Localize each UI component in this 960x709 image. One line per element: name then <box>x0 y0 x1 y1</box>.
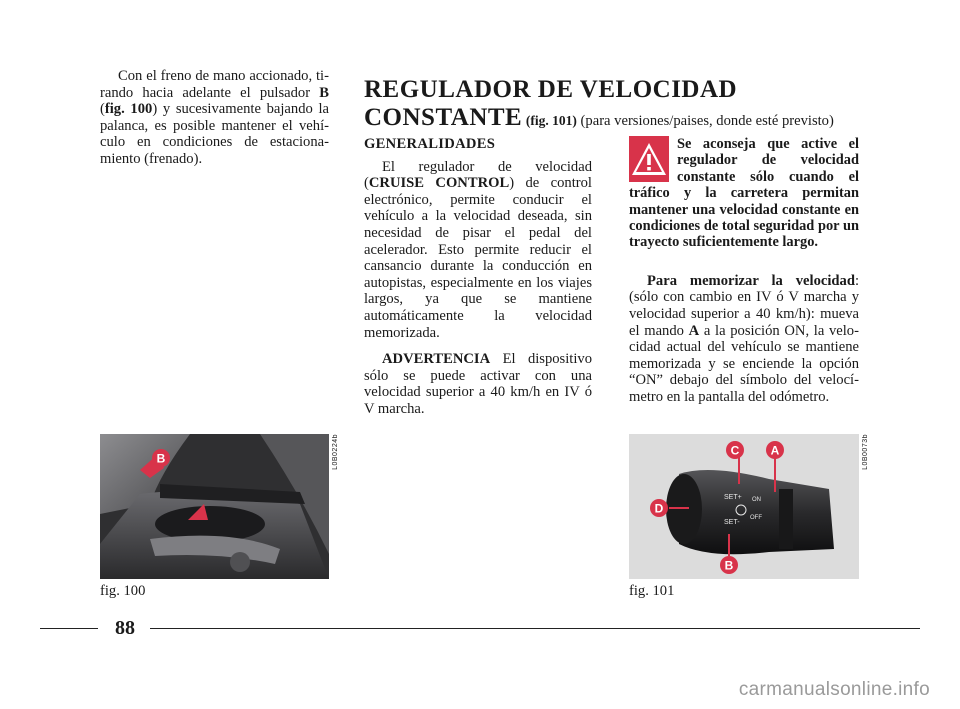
text-span: El regulador de velocidad ( <box>364 158 592 192</box>
figure-101-code: L0B0073b <box>862 434 869 470</box>
footer-rule-left <box>40 628 98 629</box>
general-info-column <box>364 136 592 418</box>
text-span: : (sólo con cambio en IV ó V marcha y velocidad superior a 40 km/h): mueva el mando <box>629 272 859 339</box>
cruise-description <box>364 159 592 342</box>
text-span: ( <box>100 101 105 118</box>
parking-brake-text <box>100 68 329 168</box>
usage-column <box>629 136 859 406</box>
advertencia-label: ADVERTENCIA <box>382 351 491 368</box>
stalk-set-plus: SET+ <box>724 494 742 501</box>
stalk-on: ON <box>752 497 761 503</box>
parking-brake-paragraph <box>100 68 329 168</box>
title-subtitle <box>522 113 834 129</box>
section-heading: GENERALIDADES <box>364 136 496 152</box>
stalk-off: OFF <box>750 515 762 521</box>
footer-rule-right <box>150 628 920 629</box>
text-span: ) de control electrónico, permite conducir el vehículo a la velocidad deseada, sin necesidad de pisar el pedal del acelerador. Esto permite reducir el cansancio durante la conducción en autopistas, especialmente en los viajes largos, ya que se mantiene automáticamente la velocidad memorizada. <box>364 175 592 341</box>
warning-triangle-icon <box>629 136 669 182</box>
title-line-2: CONSTANTE <box>364 104 523 131</box>
button-ref: B <box>319 84 329 101</box>
callout-a-label: A <box>770 443 780 458</box>
title-note: (para versiones/paises, donde esté previsto) <box>576 113 834 129</box>
safety-warning <box>629 136 859 251</box>
memorize-speed-paragraph <box>629 273 859 406</box>
cruise-control-term: CRUISE CONTROL <box>368 175 510 192</box>
figure-101-cruise-stalk <box>629 434 859 579</box>
figure-100-code: L0B0224b <box>332 434 339 470</box>
figure-101-caption: fig. 101 <box>629 583 675 599</box>
callout-d-label: D <box>654 501 664 516</box>
advertencia-paragraph <box>364 351 592 417</box>
memorize-speed-label: Para memorizar la velocidad <box>647 272 855 289</box>
figure-100-caption: fig. 100 <box>100 583 146 599</box>
text-span: El dispositivo sólo se puede activar con una velocidad superior a 40 km/h en IV ó V marcha. <box>364 351 592 417</box>
title-figure-ref: (fig. 101) <box>525 113 577 128</box>
callout-b-label: B <box>156 451 166 466</box>
control-ref-a: A <box>688 322 700 339</box>
text-span: ) y sucesivamente bajando la palanca, es posible mantener el vehículo en condiciones de estacionamiento (frenado). <box>100 101 330 167</box>
text-span: a la posición ON, la velocidad actual del vehículo se mantiene memorizada y se enciende la opción “ON” debajo del símbolo del velocímetro en la pantalla del odómetro. <box>629 322 859 405</box>
section-title <box>364 76 884 135</box>
figure-100-parking-brake <box>100 434 329 579</box>
figure-ref: fig. 100 <box>104 101 153 118</box>
callout-c-label: C <box>730 443 740 458</box>
cruise-stalk-illustration <box>629 434 859 579</box>
callout-b-label: B <box>724 558 734 573</box>
watermark: carmanualsonline.info <box>738 679 930 700</box>
text-span: Con el freno de mano accionado, tirando hacia adelante el pulsador <box>100 68 329 101</box>
stalk-set-minus: SET- <box>724 519 740 526</box>
parking-brake-illustration <box>100 434 329 579</box>
safety-warning-text: Se aconseja que active el regulador de velocidad constante sólo cuando el tráfico y la carretera permitan mantener una velocidad constante en condiciones de total seguridad por un trayecto suficientemente largo. <box>629 136 859 251</box>
title-line-1: REGULADOR DE VELOCIDAD <box>364 76 738 103</box>
page-number: 88 <box>115 617 135 639</box>
